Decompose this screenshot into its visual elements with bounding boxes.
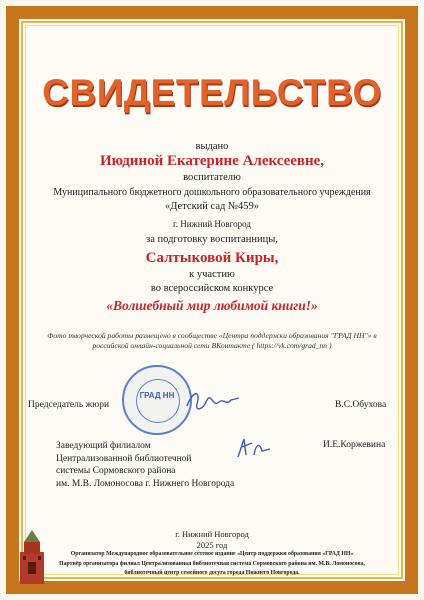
head-line-4: им. М.В. Ломоносова г. Нижнего Новгорода [56,478,235,489]
issued-label: выдано [195,141,229,152]
footer-organizer: Организатор Международное образовательное сетевое издание «Центр поддержки образования «ГРАД НН» [70,551,354,557]
footer-city: г. Нижний Новгород [175,529,249,539]
head-title-block [56,440,234,490]
participation-line: к участию [189,269,235,280]
pupil-name: Салтыковой Киры, [145,250,279,266]
chairman-name: В.С.Обухова [335,400,387,410]
city-line: г. Нижний Новгород [173,219,251,229]
kremlin-tower-image [12,528,52,584]
institution-line-1: Муниципального бюджетного дошкольного образовательного учреждения [53,187,371,198]
head-line-3: системы Сормовского района [56,466,176,476]
head-name: И.Е.Коржевина [323,440,386,450]
footer-partner-line-1: Партнёр организатора филиал Централизованная библиотечная система Сормовского района им. М.В. Ломоносова, [59,561,365,567]
publication-note: Фото творческой работы размещено в сообществе «Центра поддержки образования "ГРАД НН"» в российской онлайн-социальной сети ВКонтакте ( https://vk.com/grad_nn ) [47,331,377,350]
recipient-name: Июдиной Екатерине Алексеевне, [99,153,325,169]
contest-intro: во всероссийском конкурсе [150,283,274,294]
head-signature [234,433,278,463]
preparation-line: за подготовку воспитанницы, [146,234,278,245]
recipient-role: воспитателю [183,172,241,183]
head-line-1: Заведующий филиалом [56,441,151,451]
footer-year: 2025 год [196,540,228,550]
institution-line-2: «Детский сад №459» [165,201,259,212]
organization-stamp [122,365,192,435]
footer-partner-line-2: библиотечный центр семейного досуга города Нижнего Новгорода. [124,570,300,576]
head-line-2: Централизованной библиотечной [56,453,192,464]
chairman-signature [183,386,243,418]
contest-name: «Волшебный мир любимой книги!» [106,298,318,313]
chairman-title: Председатель жюри [28,400,110,410]
stamp-text: ГРАД НН [139,391,175,400]
certificate-title: СВИДЕТЕЛЬСТВО [42,72,382,113]
